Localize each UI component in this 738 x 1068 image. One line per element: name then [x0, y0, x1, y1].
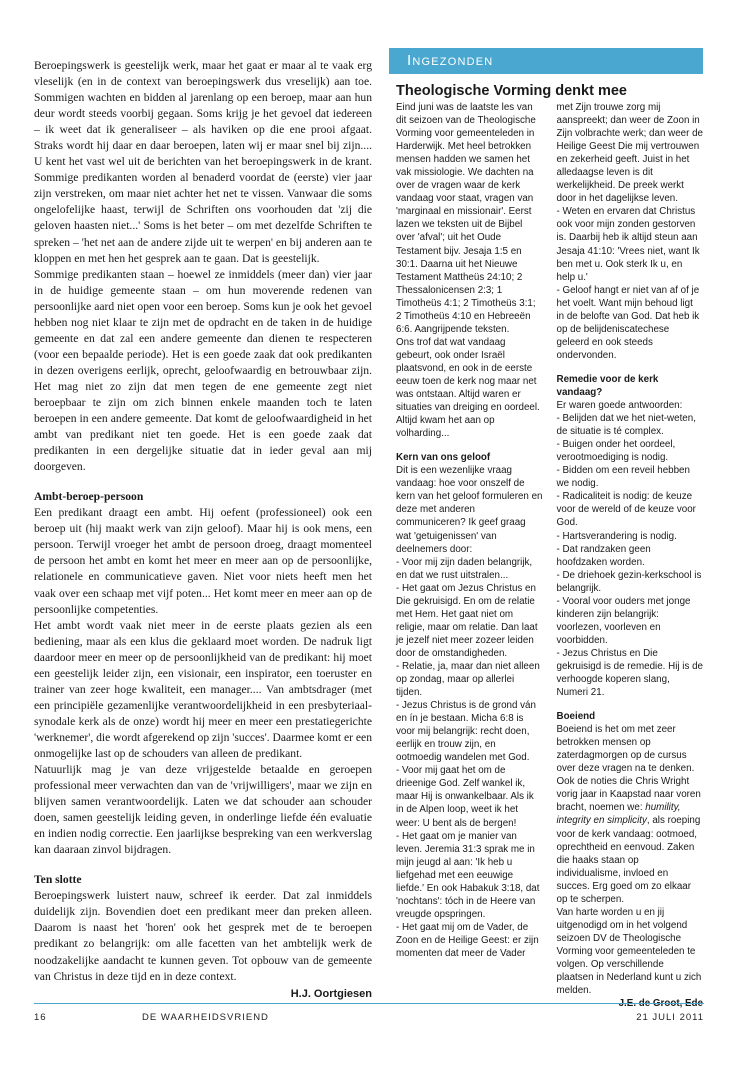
list-item: - Dat randzaken geen hoofdzaken worden. — [556, 543, 651, 568]
paragraph: Natuurlijk mag je van deze vrijgestelde betaalde en geroepen professional meer verwachten dan van de 'vrijwilligers', maar we zijn en blijven samen verantwoordelijk. Laten we dat schouder aan schouder doen, samen geestelijk leiding geven, in onderlinge liefde één evaluatie en indien nodig correctie. Een jaarlijkse bespreking van een werkverslag kan daaraan zinvol bijdragen. — [34, 763, 372, 857]
list-item: - Relatie, ja, maar dan niet alleen op zondag, maar op allerlei tijden. — [396, 660, 540, 699]
main-article — [34, 58, 372, 1002]
list-item: - Belijden dat we het niet-weten, de situatie is té complex. — [556, 413, 696, 438]
page-footer — [34, 1012, 704, 1026]
paragraph: Er waren goede antwoorden: — [556, 400, 683, 412]
two-column-body — [389, 101, 703, 1010]
paragraph: Beroepingswerk is geestelijk werk, maar het gaat er maar al te vaak erg vleselijk (en in de context van beroepingswerk dus vreselijk) aan toe. Sommigen wachten en bidden al jarenlang op een beroep, maar aan hun deur wordt steeds voorbij gegaan. Soms krijg je het gevoel dat iedereen – ik weet dat ik generaliseer – als haviken op die ene prooi afgaat. Straks wordt hij daar en daar beroepen, laten wij er maar snel bij zijn.... U kent het vast wel uit de berichten van het beroepingswerk in de krant. Sommige predikanten worden al benaderd voordat de (eerste) vier jaar zijn verstreken, om maar niet achter het net te vissen. Vanwaar die soms ongelofelijke haast, terwijl de Schriften ons voorhouden dat 'zij die geloven haasten niet...' Soms is het beter – om met dezelfde Schriften te spreken – 'het net aan de andere zijde uit te werpen' en bij anderen aan te kloppen en met hen het gesprek aan te gaan. Dat is geestelijk. — [34, 59, 372, 265]
paragraph: Boeiend is het om met zeer betrokken mensen op zaterdagmorgen op de cursus over deze vragen na te denken. Ook de noties die Chris Wright vorig jaar in Kaapstad naar voren bracht, noemen we: humility, integrity en simplicity, als roeping voor de kerk vandaag: ootmoed, oprechtheid en eenvoud. Zaken die haaks staan op individualisme, invloed en succes. Erg goed om zo elkaar op te scherpen. — [556, 724, 701, 905]
paragraph: Ons trof dat wat vandaag gebeurt, ook onder Israël plaatsvond, en ook in de eerste eeuw toen de kerk nog maar net was ontstaan. Altijd waren er situaties van dreiging en oordeel. Altijd kwam het aan op volharding... — [396, 336, 540, 440]
list-item: - Geloof hangt er niet van af of je het voelt. Want mijn behoud ligt in de belofte van God. Dat heb ik op de belijdeniscatechese geleerd en ook steeds ondervonden. — [556, 284, 700, 361]
list-item: - Hartsverandering is nodig. — [556, 530, 677, 542]
paragraph: Van harte worden u en jij uitgenodigd om in het volgend seizoen DV de Theologische Vorming voor gemeenteleden te volgen. Op verschillende plaatsen in Nederland kunt u zich melden. — [556, 906, 702, 997]
ingezonden-section — [389, 48, 703, 1010]
section-heading-ambt: Ambt-beroep-persoon — [34, 490, 144, 504]
footer-divider — [34, 1003, 704, 1004]
issue-date: 21 JULI 2011 — [636, 1012, 704, 1023]
paragraph: Dit is een wezenlijke vraag vandaag: hoe voor onszelf de kern van het geloof formuleren en deze met anderen communiceren? Ik geef graag wat 'getuigenissen' van deelnemers door: — [396, 465, 543, 555]
paragraph: Eind juni was de laatste les van dit seizoen van de Theologische Vorming voor gemeenteleden in Harderwijk. Met heel betrokken mensen hadden we samen het vak missiologie. We dachten na over de vragen waar de kerk vandaag voor staat, vragen van 'marginaal en missionair'. Eerst lazen we teksten uit de Bijbel over 'afval'; uit het Oude Testament bijv. Jesaja 1:5 en 30:1. Daarna uit het Nieuwe Testament Mattheüs 24:10; 2 Thessalonicensen 2:3; 1 Timotheüs 4:1; 2 Timotheüs 3:1; 2 Timotheüs 4:10 en Hebreeën 6:6. Aangrijpende teksten. — [396, 102, 536, 335]
list-item: - Het gaat om Jezus Christus en Die gekruisigd. En om de relatie met Hem. Het gaat niet om religie, maar om relatie. Dan laat je jezelf niet meer zozeer leiden door de omstandigheden. — [396, 582, 538, 659]
list-item: - De driehoek gezin-kerkschool is belangrijk. — [556, 569, 702, 594]
subheading-kern: Kern van ons geloof — [396, 452, 491, 464]
subheading-remedie: Remedie voor de kerk vandaag? — [556, 373, 659, 398]
list-item: - Het gaat mij om de Vader, de Zoon en de Heilige Geest: er zijn momenten dat meer de Vader — [396, 921, 539, 959]
list-item: - Jezus Christus is de grond ván en ín je bestaan. Micha 6:8 is voor mij belangrijk: recht doen, eerlijk en trouw zijn, en ootmoedig wandelen met God. — [396, 700, 536, 764]
list-item: - Radicaliteit is nodig: de keuze voor de wereld of de keuze voor God. — [556, 491, 696, 529]
list-item: - Vooral voor ouders met jonge kinderen zijn belangrijk: voorlezen, voorleven en voorbidden. — [556, 595, 691, 646]
list-item: - Buigen onder het oordeel, verootmoediging is nodig. — [556, 439, 676, 464]
magazine-name: DE WAARHEIDSVRIEND — [142, 1012, 269, 1023]
list-item: - Voor mij zijn daden belangrijk, en dat we rust uitstralen... — [396, 556, 533, 581]
page-number: 16 — [34, 1012, 47, 1023]
paragraph: Het ambt wordt vaak niet meer in de eerste plaats gezien als een bediening, maar als een klus die geklaard moet worden. De nadruk ligt daardoor meer en meer op de persoonlijkheid van de predikant: hij moet een geestelijk leider zijn, een visionair, een inspirator, een toeruster en trainer van zeer hoge kwaliteit, een manager.... Van ambtsdrager (met een principiële gezamenlijke verantwoordelijkheid in een presbyteriaal-synodale kerk als de onze) wordt hij meer en meer een prestatiegerichte 'werknemer', die wordt afgerekend op zijn 'succes'. Daarmee komt er een onmogelijke last op de schouders van alleen de predikant. — [34, 618, 372, 760]
author: H.J. Oortgiesen — [290, 987, 372, 1000]
column-1 — [396, 101, 543, 1010]
article-title: Theologische Vorming denkt mee — [396, 83, 627, 99]
list-item: - Jezus Christus en Die gekruisigd is de remedie. Hij is de verhoogde koperen slang, Numeri 21. — [556, 647, 703, 699]
list-item: - Voor mij gaat het om de drieenige God. Zelf wankel ik, maar Hij is onwankelbaar. Als ik in de Alpen loop, weet ik het weer: U bent als de bergen! — [396, 765, 534, 829]
list-item: - Weten en ervaren dat Christus ook voor mijn zonden gestorven is. Daarbij heb ik altijd steun aan Jesaja 41:10: 'Vrees niet, want Ik ben met u. Ook sterk Ik u, en help u.' — [556, 206, 700, 283]
list-item: - Het gaat om je manier van leven. Jeremia 31:3 sprak me in mijn jeugd al aan: 'Ik heb u liefgehad met een eeuwige liefde.' En ook Habakuk 3:18, dat 'nochtans': tóch in de Heere van vreugde opspringen. — [396, 830, 540, 920]
paragraph: Sommige predikanten staan – hoewel ze inmiddels (meer dan) vier jaar in de huidige gemeente staan – om hun moverende redenen van persoonlijke aard niet open voor een beroep. Soms kun je ook het gevoel hebben nog niet klaar te zijn met de opdracht en de taken in de huidige gemeente en dat zal een andere gemeente dan dienen te respecteren (voor een bepaalde periode). Het is een goede zaak dat ook predikanten in dezen overigens eerlijk, oprecht, geloofwaardig en betrouwbaar zijn. Het mag niet zo zijn dat men tegen de ene gemeente zegt niet beroepbaar te zijn om zich binnen enkele maanden toch te laten beroepen in een andere gemeente. Dat komt de geloofwaardigheid in het ambt van predikant niet ten goede. Het is een goede zaak dat predikanten in een dergelijke situatie dat in ieder geval aan mij doorgeven. — [34, 267, 372, 474]
section-heading-slotte: Ten slotte — [34, 873, 82, 887]
paragraph: Een predikant draagt een ambt. Hij oefent (professioneel) ook een beroep uit (hij maakt werk van zijn geloof). Maar hij is ook mens, een persoon. Terwijl vroeger het ambt de persoon droeg, draagt momenteel de persoon het ambt en komt het meer en meer aan op de persoonlijke, relationele en communicatieve gaven. Niet voor niets heeft men het vaak over een schaap met vijf poten... Het komt meer en meer aan op de persoonlijke competenties. — [34, 506, 372, 616]
paragraph: met Zijn trouwe zorg mij aanspreekt; dan weer de Zoon in Zijn volbrachte werk; dan weer de Heilige Geest Die mij vertrouwen en zekerheid geeft. Juist in het alledaagse leven is dit werkelijkheid. De preek werkt door in het dagelijkse leven. — [556, 102, 703, 205]
column-2 — [557, 101, 704, 1010]
paragraph: Beroepingswerk luistert nauw, schreef ik eerder. Dat zal inmiddels duidelijk zijn. Bovendien doet een predikant meer dan preken alleen. Daarom is naast het 'horen' ook het gesprek met de te beroepen predikant zo belangrijk: om alle facetten van het ambtelijk werk de noodzakelijke aandacht te kunnen geven. Tot opbouw van de gemeente van Christus in deze tijd en in deze context. — [34, 889, 372, 983]
list-item: - Bidden om een reveil hebben we nodig. — [556, 465, 690, 490]
subheading-boeiend: Boeiend — [556, 711, 596, 723]
section-banner: Ingezonden — [389, 48, 703, 74]
